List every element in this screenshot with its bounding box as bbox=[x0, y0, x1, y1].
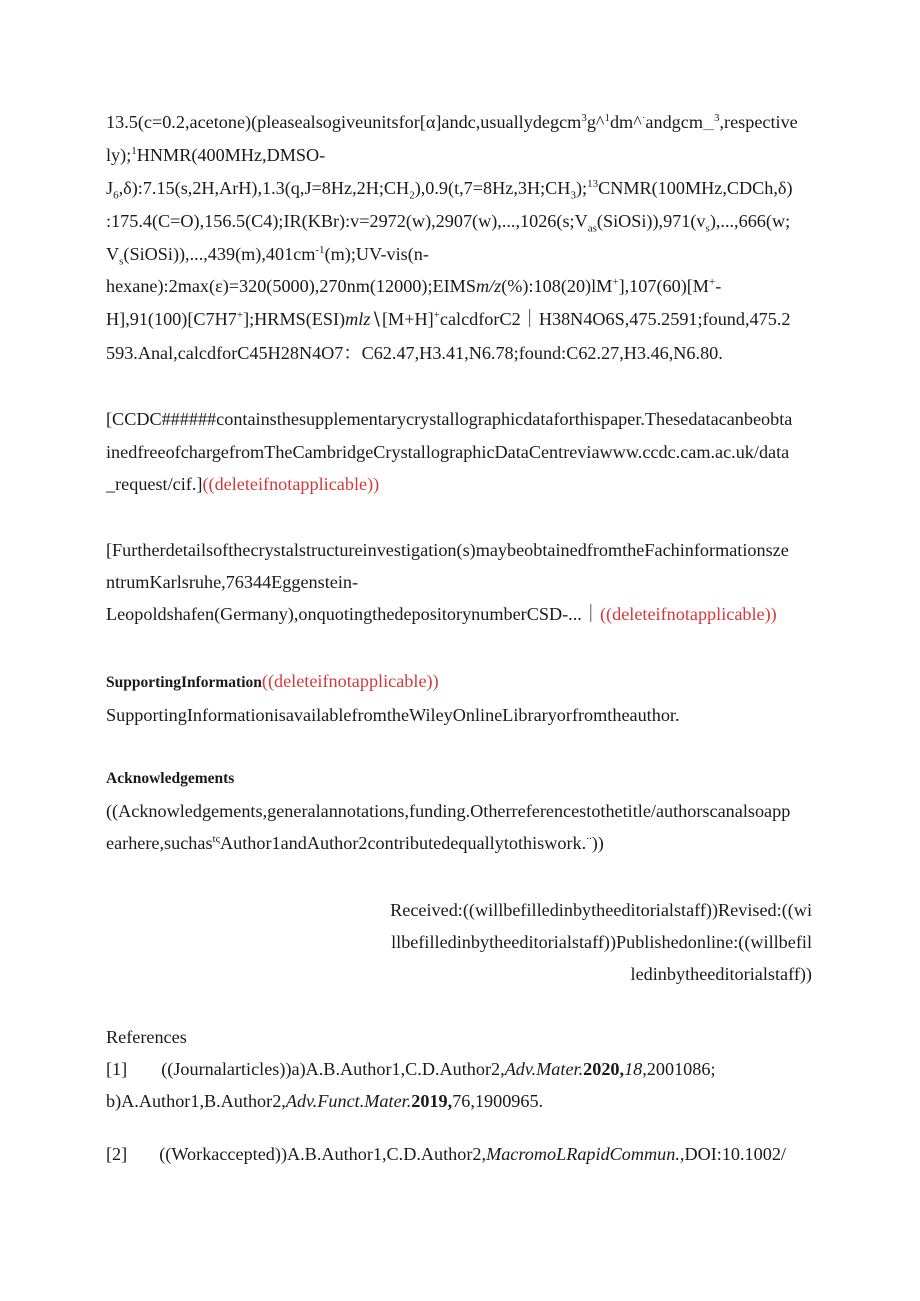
fiz-delete-note: ((deleteifnotapplicable)) bbox=[600, 604, 777, 624]
fiz-line-3: Leopoldshafen(Germany),onquotingthedepositorynumberCSD-...｜((deleteifnotapplicable)) bbox=[106, 604, 777, 624]
char-line-4: $:175.4(C=O),156.5(C4);IR(KBr):v=2972(w),2907(w),...,1026(s;V_{as}(SiOSi)),971(v_s),...,666(w$; bbox=[106, 211, 791, 235]
acknowledgements-heading: Acknowledgements bbox=[106, 770, 235, 787]
dates-line-1: Received:((willbefilledinbytheeditorialstaff))Revised:((wi bbox=[390, 900, 812, 920]
char-line-6: hexane):2max(ε)=320(5000),270nm(12000);EIMSm/z(%):108(20)lM+],107(60)[M+- bbox=[106, 275, 722, 296]
reference-1-line-2: b)A.Author1,B.Author2,Adv.Funct.Mater.2019,76,1900965. bbox=[106, 1091, 544, 1111]
supporting-heading: SupportingInformation((deleteifnotapplicable)) bbox=[106, 671, 439, 691]
ccdc-line-3: _request/cif.]((deleteifnotapplicable)) bbox=[106, 474, 380, 494]
dates-line-2: llbefilledinbytheeditorialstaff))Publishedonline:((willbefil bbox=[391, 932, 812, 952]
reference-2-number: [2] bbox=[106, 1144, 128, 1164]
reference-1: [1] ((Journalarticles))a)A.B.Author1,C.D.Author2,Adv.Mater.2020,18,2001086; bbox=[106, 1059, 716, 1079]
char-line-7: H],91(100)[C7H7+];HRMS(ESI)mlz∖[M+H]+calcdforC2｜H38N4O6S,475.2591;found,475.2 bbox=[106, 308, 791, 329]
fiz-line-1: [Furtherdetailsofthecrystalstructureinvestigation(s)maybeobtainedfromtheFachinformationsze bbox=[106, 540, 789, 560]
reference-2: [2] ((Workaccepted))A.B.Author1,C.D.Author2,MacromoLRapidCommun.,DOI:10.1002/ bbox=[106, 1144, 786, 1164]
char-line-2: ly);$^1$HNMR(400MHz,DMSO- bbox=[106, 144, 326, 165]
char-line-8: 593.Anal,calcdforC45H28N4O7：C62.47,H3.41,N6.78;found:C62.27,H3.46,N6.80. bbox=[106, 343, 723, 363]
char-line-5: $V_s(SiOSi)),...,439(m),401cm^{-1}(m);UV-vis(n-$ bbox=[106, 243, 429, 268]
reference-1-number: [1] bbox=[106, 1059, 128, 1079]
ack-line-1: ((Acknowledgements,generalannotations,funding.Otherreferencestothetitle/authorscanalsoapp bbox=[106, 801, 791, 821]
supporting-delete-note: ((deleteifnotapplicable)) bbox=[261, 671, 439, 691]
ccdc-line-2: inedfreeofchargefromTheCambridgeCrystallographicDataCentreviawww.ccdc.cam.ac.uk/data bbox=[106, 442, 790, 462]
ccdc-line-1: [CCDC######containsthesupplementarycrystallographicdataforthispaper.Thesedatacanbeobta bbox=[106, 409, 793, 429]
fiz-line-2: ntrumKarlsruhe,76344Eggenstein- bbox=[106, 572, 359, 592]
dates-line-3: ledinbytheeditorialstaff)) bbox=[630, 964, 812, 984]
char-line-3: $J_6,\delta):7.15(s,2H,ArH),1.3(q,J=8Hz,2H;CH_2),0.9(t,7=8Hz,3H;CH_3);^{13}CNMR(100MHz,CDCh,\delta)$ bbox=[106, 177, 793, 202]
ccdc-delete-note: ((deleteifnotapplicable)) bbox=[202, 474, 380, 494]
char-line-1: 13.5(c=0.2,acetone)(pleasealsogiveunitsfor[α]andc,usuallydegcm$^3$g^$^1$dm^·andgcm$_—^3$,respective bbox=[106, 111, 798, 136]
supporting-text: SupportingInformationisavailablefromtheWileyOnlineLibraryorfromtheauthor. bbox=[106, 705, 680, 725]
ack-line-2: earhere,suchas$^{t\varsigma}$Author1andAuthor2contributedequallytothiswork.∙∙)) bbox=[106, 832, 604, 853]
references-heading: References bbox=[106, 1027, 187, 1047]
